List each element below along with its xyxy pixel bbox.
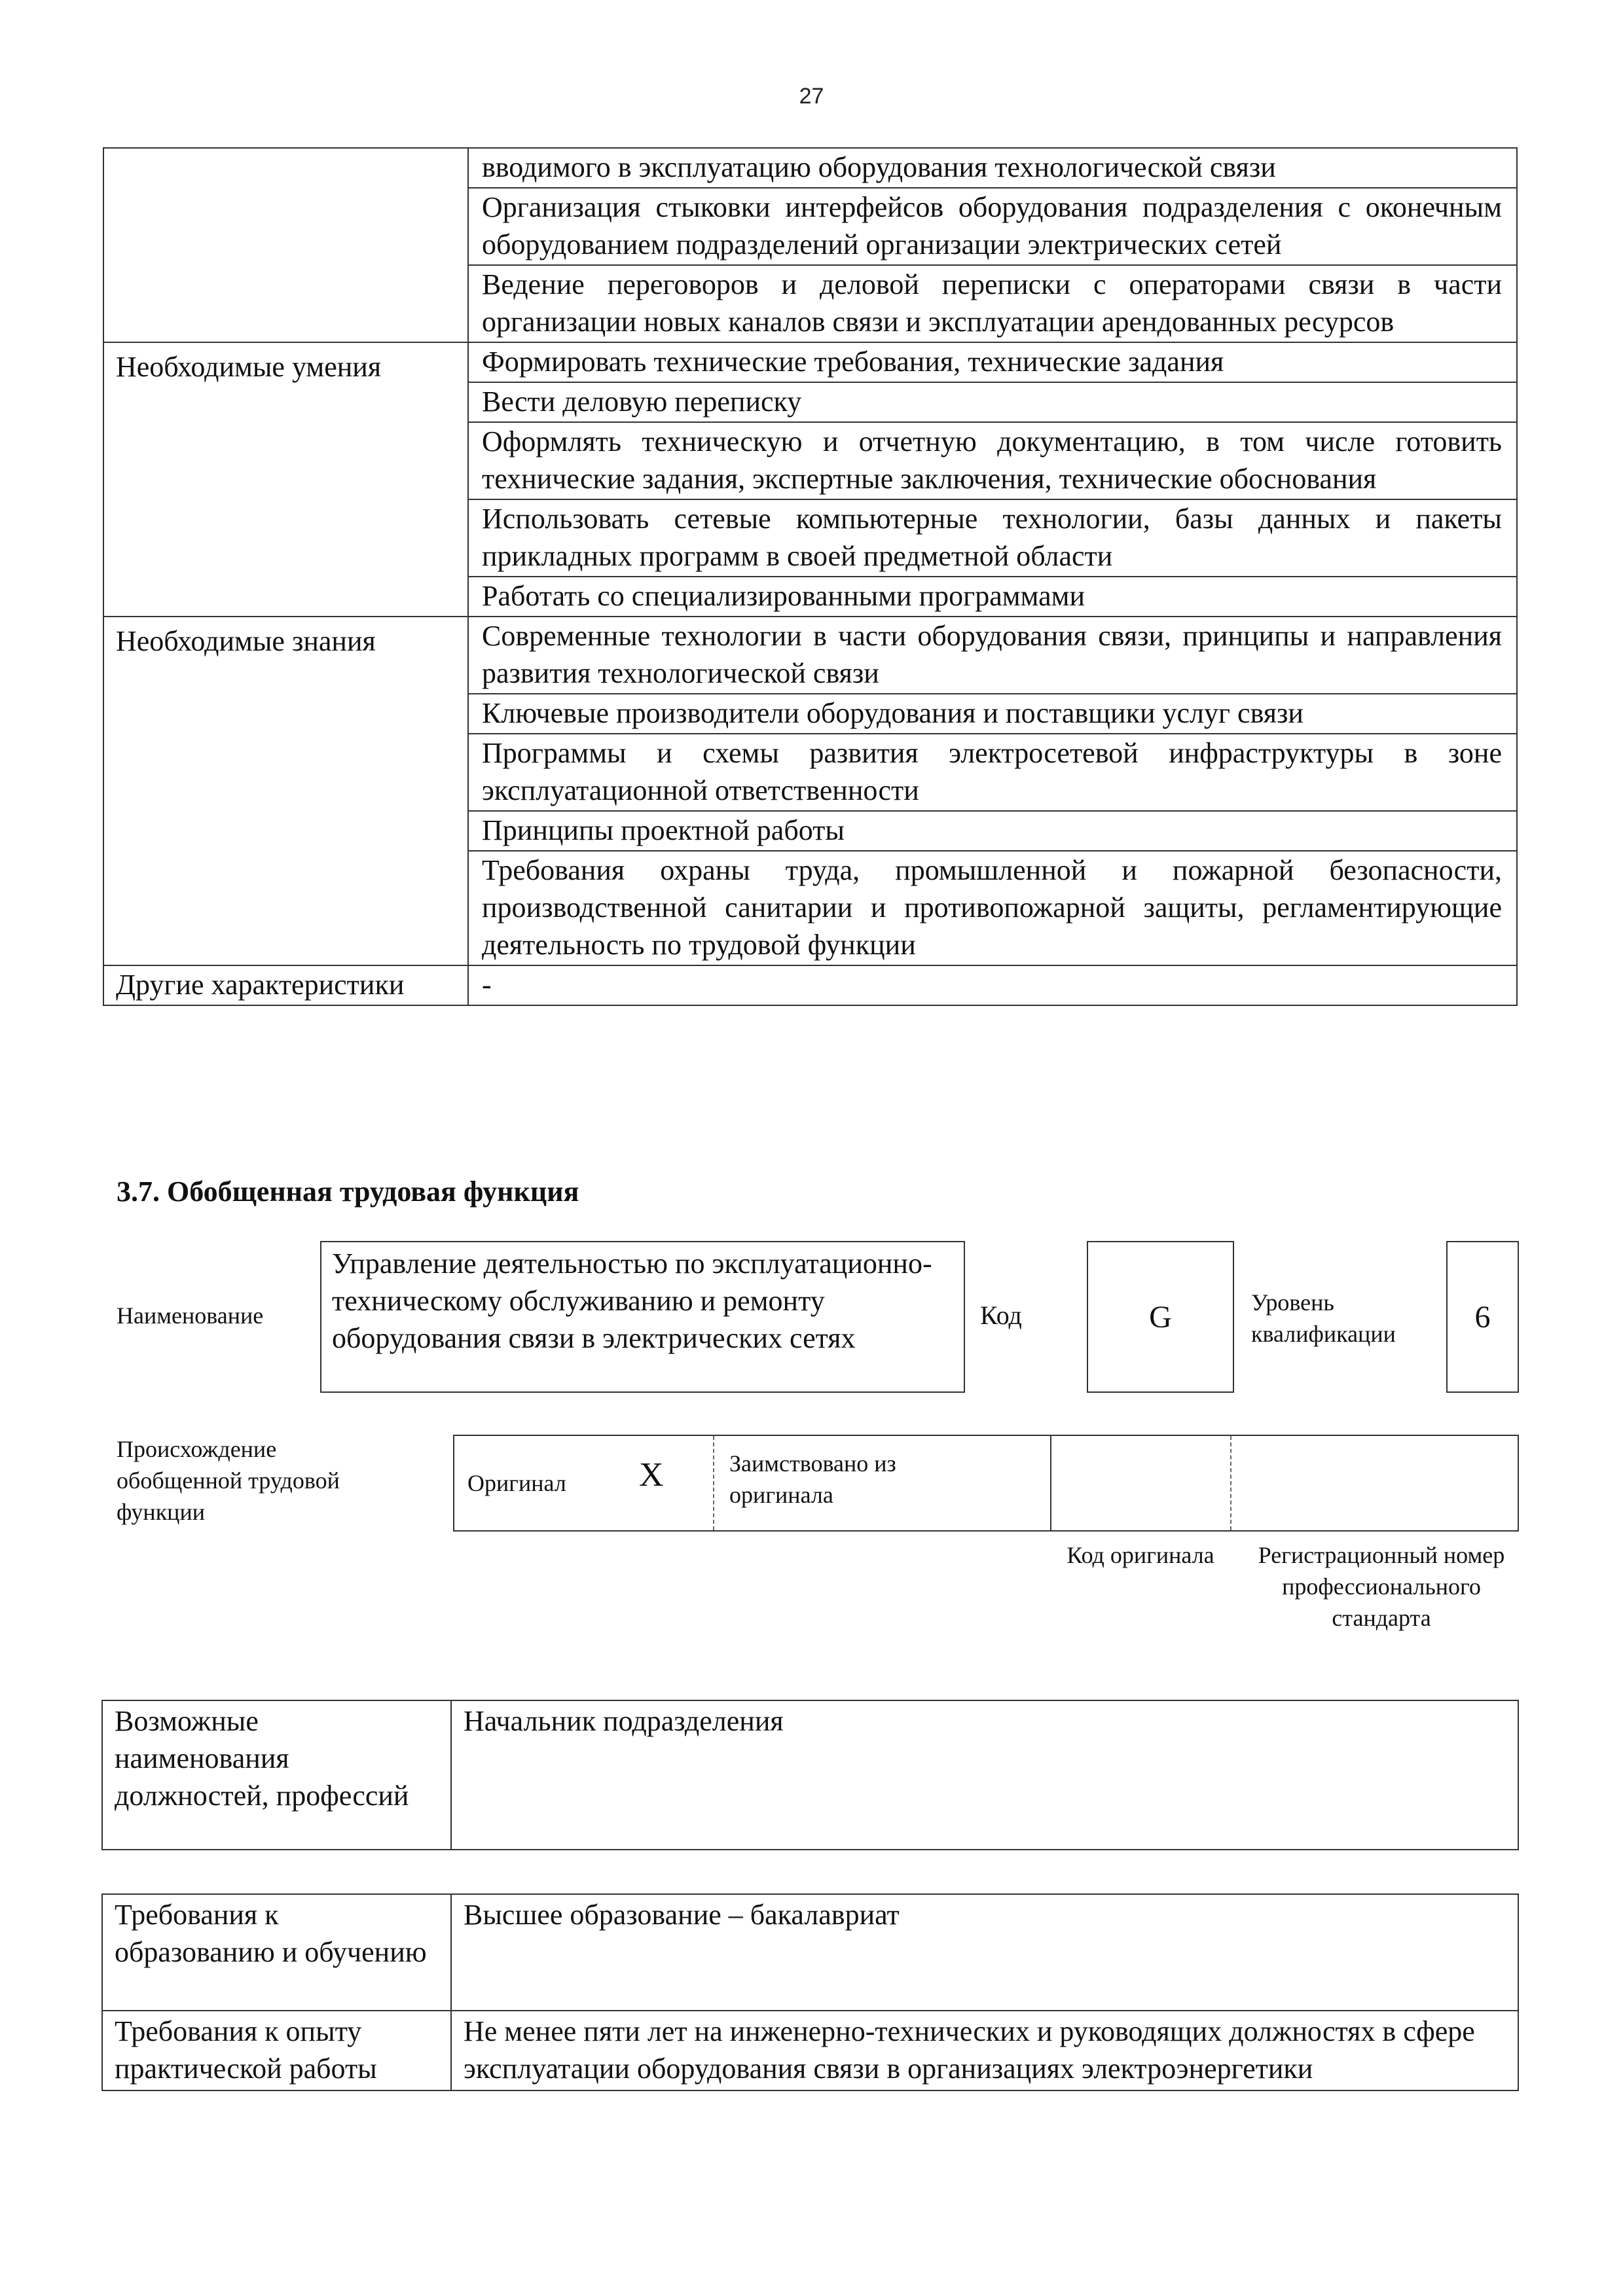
divider <box>1230 1436 1231 1530</box>
table-row <box>103 617 1517 694</box>
reg-number-caption: Регистрационный номер профессионального стандарта <box>1258 1542 1505 1631</box>
requirements-value: Не менее пяти лет на инженерно-технических и руководящих должностях в сфере эксплуатации оборудования связи в организациях электроэнергетики <box>451 2011 1518 2090</box>
table-cell: Требования охраны труда, промышленной и пожарной безопасности, производственной санитарии и противопожарной защиты, регламентирующие деятельность по трудовой функции <box>468 851 1517 965</box>
divider <box>713 1436 714 1530</box>
table-row <box>103 965 1517 1005</box>
requirements-value: Высшее образование – бакалавриат <box>451 1894 1518 2011</box>
requirements-label: Требования к образованию и обучению <box>102 1894 451 2011</box>
positions-table <box>101 1700 1519 1850</box>
requirements-label: Требования к опыту практической работы <box>102 2011 451 2090</box>
origin-label: Происхождение обобщенной трудовой функции <box>117 1436 340 1525</box>
level-label: Уровень квалификации <box>1251 1289 1396 1347</box>
skills-table <box>103 147 1518 1006</box>
table-cell: вводимого в эксплуатацию оборудования технологической связи <box>468 148 1517 188</box>
origin-box <box>453 1435 1519 1532</box>
section-title: 3.7. Обобщенная трудовая функция <box>117 1175 579 1208</box>
code-label: Код <box>980 1300 1022 1330</box>
borrowed-label: Заимствовано из оригинала <box>729 1450 896 1508</box>
row-label-other: Другие характеристики <box>103 965 468 1005</box>
row-label <box>103 148 468 342</box>
table-cell: Современные технологии в части оборудования связи, принципы и направления развития технологической связи <box>468 617 1517 694</box>
table-cell: Работать со специализированными программами <box>468 577 1517 617</box>
table-row <box>102 1894 1518 2011</box>
table-cell: - <box>468 965 1517 1005</box>
row-label-knowledge: Необходимые знания <box>103 617 468 965</box>
table-cell: Принципы проектной работы <box>468 811 1517 851</box>
original-mark: X <box>639 1456 664 1494</box>
table-cell: Программы и схемы развития электросетевой инфраструктуры в зоне эксплуатационной ответственности <box>468 734 1517 811</box>
table-cell: Оформлять техническую и отчетную документацию, в том числе готовить технические задания, экспертные заключения, технические обоснования <box>468 422 1517 499</box>
name-value: Управление деятельностью по эксплуатационно-техническому обслуживанию и ремонту оборудования связи в электрических сетях <box>320 1241 965 1393</box>
code-value: G <box>1087 1241 1234 1393</box>
page-number: 27 <box>799 84 824 109</box>
table-cell: Вести деловую переписку <box>468 382 1517 422</box>
table-row <box>102 2011 1518 2090</box>
table-cell: Организация стыковки интерфейсов оборудования подразделения с оконечным оборудованием подразделений организации электрических сетей <box>468 188 1517 265</box>
original-label: Оригинал <box>467 1470 566 1496</box>
table-row <box>102 1700 1518 1850</box>
table-row <box>103 342 1517 382</box>
row-label-skills: Необходимые умения <box>103 342 468 617</box>
divider <box>1050 1436 1051 1530</box>
table-cell: Ведение переговоров и деловой переписки с операторами связи в части организации новых каналов связи и эксплуатации арендованных ресурсов <box>468 265 1517 342</box>
name-label: Наименование <box>117 1302 264 1329</box>
table-cell: Использовать сетевые компьютерные технологии, базы данных и пакеты прикладных программ в своей предметной области <box>468 499 1517 577</box>
table-row <box>103 148 1517 188</box>
table-cell: Формировать технические требования, технические задания <box>468 342 1517 382</box>
requirements-table <box>101 1893 1519 2091</box>
original-code-caption: Код оригинала <box>1067 1542 1214 1568</box>
positions-label: Возможные наименования должностей, профессий <box>102 1700 451 1850</box>
level-value: 6 <box>1446 1241 1519 1393</box>
table-cell: Ключевые производители оборудования и поставщики услуг связи <box>468 694 1517 734</box>
positions-value: Начальник подразделения <box>451 1700 1518 1850</box>
